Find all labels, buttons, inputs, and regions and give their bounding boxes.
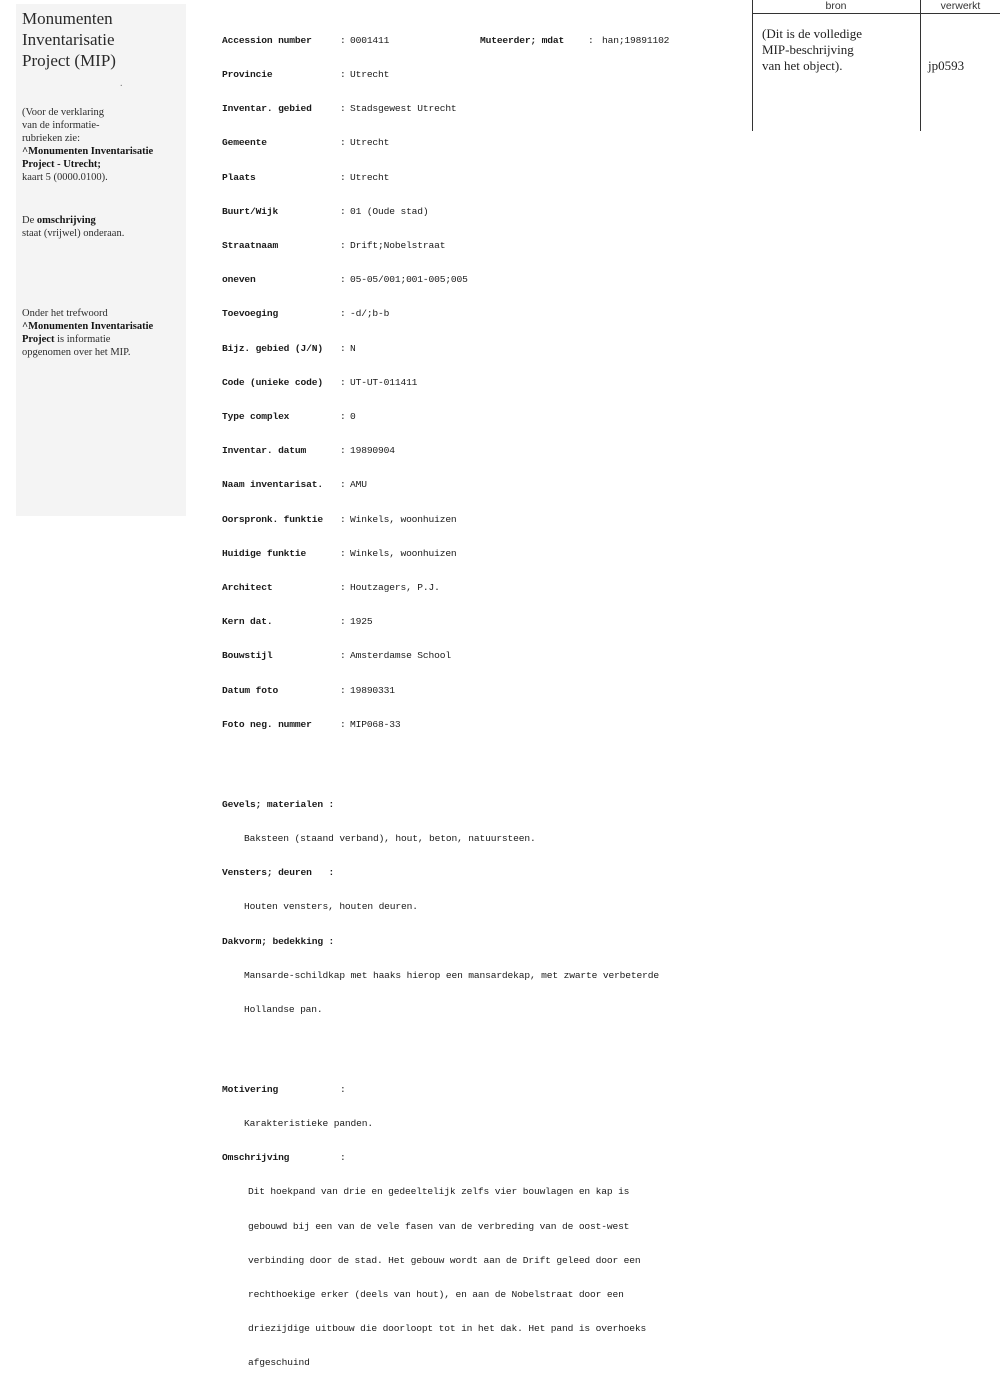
section-text-motivering: Karakteristieke panden.: [244, 1117, 373, 1129]
field-label: Foto neg. nummer: [222, 718, 312, 730]
field-label: Code (unieke code): [222, 376, 323, 388]
omschrijving-line: driezijdige uitbouw die doorloopt tot in het dak. Het pand is overhoeks: [248, 1323, 647, 1335]
field-row: Accession number : 0001411 Muteerder; mdat : han;19891102: [222, 34, 670, 46]
sidebar: [16, 4, 186, 516]
source-description: (Dit is de volledige MIP-beschrijving van het object).: [762, 26, 863, 73]
field-label: Inventar. gebied: [222, 103, 312, 115]
section-label-motivering: Motivering: [222, 1083, 279, 1095]
omschrijving-line: gebouwd bij een van de vele fasen van de verbreding van de oost-west: [248, 1220, 630, 1232]
field-label: Provincie: [222, 69, 273, 81]
field-value: 0001411: [350, 34, 390, 46]
field-value: Houtzagers, P.J.: [350, 582, 440, 594]
section-text-vensters: Houten vensters, houten deuren.: [244, 901, 418, 913]
field-value: 19890904: [350, 445, 395, 457]
field-label: Datum foto: [222, 684, 279, 696]
field-value: han;19891102: [602, 34, 670, 46]
omschrijving-line: afgeschuind: [248, 1357, 310, 1369]
field-value: Drift;Nobelstraat: [350, 240, 446, 252]
field-value: Utrecht: [350, 137, 390, 149]
field-value: 19890331: [350, 684, 395, 696]
field-label: Toevoeging: [222, 308, 279, 320]
section-label-dakvorm: Dakvorm; bedekking :: [222, 935, 335, 947]
field-row: Oorspronk. funktie : Winkels, woonhuizen: [222, 513, 457, 525]
field-label: Straatnaam: [222, 240, 279, 252]
section-text-dakvorm: Hollandse pan.: [244, 1003, 323, 1015]
field-value: Utrecht: [350, 69, 390, 81]
omschrijving-line: verbinding door de stad. Het gebouw wordt aan de Drift geleed door een: [248, 1254, 641, 1266]
field-row: Datum foto : 19890331: [222, 684, 395, 696]
field-row: Inventar. gebied : Stadsgewest Utrecht: [222, 103, 457, 115]
field-row: Plaats : Utrecht: [222, 171, 390, 183]
field-row: oneven : 05-05/001;001-005;005: [222, 274, 468, 286]
section-text-dakvorm: Mansarde-schildkap met haaks hierop een mansardekap, met zwarte verbeterde: [244, 969, 659, 981]
field-value: Winkels, woonhuizen: [350, 513, 457, 525]
section-label-omschrijving: Omschrijving: [222, 1152, 290, 1164]
field-value: Winkels, woonhuizen: [350, 547, 457, 559]
field-row: Kern dat. : 1925: [222, 616, 373, 628]
field-label: Kern dat.: [222, 616, 273, 628]
field-value: 0: [350, 411, 356, 423]
field-value: -d/;b-b: [350, 308, 390, 320]
field-label: Type complex: [222, 411, 290, 423]
field-row: Code (unieke code) : UT-UT-011411: [222, 376, 418, 388]
field-row: Naam inventarisat. : AMU: [222, 479, 367, 491]
field-row: Huidige funktie : Winkels, woonhuizen: [222, 547, 457, 559]
field-value: AMU: [350, 479, 367, 491]
field-label: Plaats: [222, 171, 256, 183]
field-value: Stadsgewest Utrecht: [350, 103, 457, 115]
field-label: Inventar. datum: [222, 445, 307, 457]
field-label: Bouwstijl: [222, 650, 273, 662]
sidebar-note-legend: (Voor de verklaring van de informatie- rubrieken zie: ^Monumenten Inventarisatie Project - Utrecht; kaart 5 (0000.0100).: [22, 107, 154, 183]
column-header-verwerkt: verwerkt: [940, 0, 981, 12]
field-row: Straatnaam : Drift;Nobelstraat: [222, 240, 446, 252]
processed-code: jp0593: [928, 58, 965, 73]
column-header-bron: bron: [825, 0, 847, 12]
box-border-left: [752, 0, 753, 131]
decorative-dot: .: [120, 78, 123, 89]
sidebar-title: Monumenten Inventarisatie Project (MIP): [22, 9, 116, 70]
field-row: Type complex : 0: [222, 411, 356, 423]
field-label: Architect: [222, 582, 273, 594]
field-row: Architect : Houtzagers, P.J.: [222, 582, 440, 594]
field-value: Utrecht: [350, 171, 390, 183]
field-label: Naam inventarisat.: [222, 479, 323, 491]
section-label-gevels: Gevels; materialen :: [222, 798, 335, 810]
field-label: oneven: [222, 274, 256, 286]
field-value: 01 (Oude stad): [350, 205, 429, 217]
field-value: N: [350, 342, 356, 354]
section-label-vensters: Vensters; deuren :: [222, 867, 335, 879]
field-label: Huidige funktie: [222, 547, 307, 559]
field-value: 05-05/001;001-005;005: [350, 274, 468, 286]
field-label: Muteerder; mdat: [480, 34, 565, 46]
field-value: 1925: [350, 616, 373, 628]
sidebar-note-trefwoord: Onder het trefwoord ^Monumenten Inventarisatie Project is informatie opgenomen over het MIP.: [22, 308, 154, 358]
field-row: Toevoeging : -d/;b-b: [222, 308, 390, 320]
field-row: Buurt/Wijk : 01 (Oude stad): [222, 205, 429, 217]
omschrijving-line: Dit hoekpand van drie en gedeeltelijk zelfs vier bouwlagen en kap is: [248, 1186, 630, 1198]
field-value: Amsterdamse School: [350, 650, 451, 662]
mip-record: Accession number : 0001411 Muteerder; mdat : han;19891102 Provincie : Utrecht Inventar. gebied : Stadsgewest Utrecht Gemeente : Utrecht Plaats : Utrecht Buurt/Wijk : 01 (Oude stad) Straatnaam : Drift;Nobelstraat oneven : 05-05/001;001-005;005 Toevoeging : -d/;b-b Bijz. gebied (J/N) : N Code (unieke code) : UT-UT-011411 Type complex : 0 Inventar. datum : 19890904 Naam inventarisat. : AMU Oorspronk. funktie : Winkels, woonhuizen Huidige funktie : Winkels, woonhuizen Architect : Houtzagers, P.J. Kern dat. : 1925 Bouwstijl : Amsterdamse School Datum foto : 19890331 Foto neg. nummer : MIP068-33 Gevels; materialen : Baksteen (staand verband), hout, beton, natuursteen. Vensters; deuren : Houten vensters, houten deuren. Dakvorm; bedekking : Mansarde-schildkap met haaks hierop een mansardekap, met zwarte verbeterde Hollandse pan. Motivering : Karakteristieke panden. Omschrijving : Dit hoekpand van drie en gedeeltelijk zelfs vier bouwlagen en kap is gebouwd bij een van de vele fasen van de verbreding van de oost-west verbinding door de stad. Het gebouw wordt aan de Drift geleed door een rechthoekige erker (deels van hout), en aan de Nobelstraat door een driezijdige uitbouw die doorloopt tot in het dak. Het pand is overhoeks afgeschuind: [222, 12, 742, 1380]
field-row: Bouwstijl : Amsterdamse School: [222, 650, 451, 662]
source-box: [752, 0, 1000, 131]
field-label: Buurt/Wijk: [222, 205, 279, 217]
field-row: Inventar. datum : 19890904: [222, 445, 395, 457]
field-label: Bijz. gebied (J/N): [222, 342, 323, 354]
omschrijving-line: rechthoekige erker (deels van hout), en aan de Nobelstraat door een: [248, 1288, 624, 1300]
field-row: Provincie : Utrecht: [222, 69, 390, 81]
sidebar-note-omschrijving: De omschrijving staat (vrijwel) onderaan.: [22, 215, 125, 239]
field-row: Gemeente : Utrecht: [222, 137, 390, 149]
field-row: Bijz. gebied (J/N) : N: [222, 342, 356, 354]
field-label: Oorspronk. funktie: [222, 513, 323, 525]
section-text-gevels: Baksteen (staand verband), hout, beton, natuursteen.: [244, 832, 536, 844]
field-label: Accession number: [222, 34, 312, 46]
field-value: MIP068-33: [350, 718, 401, 730]
field-row: Foto neg. nummer : MIP068-33: [222, 718, 401, 730]
field-label: Gemeente: [222, 137, 267, 149]
field-value: UT-UT-011411: [350, 376, 418, 388]
